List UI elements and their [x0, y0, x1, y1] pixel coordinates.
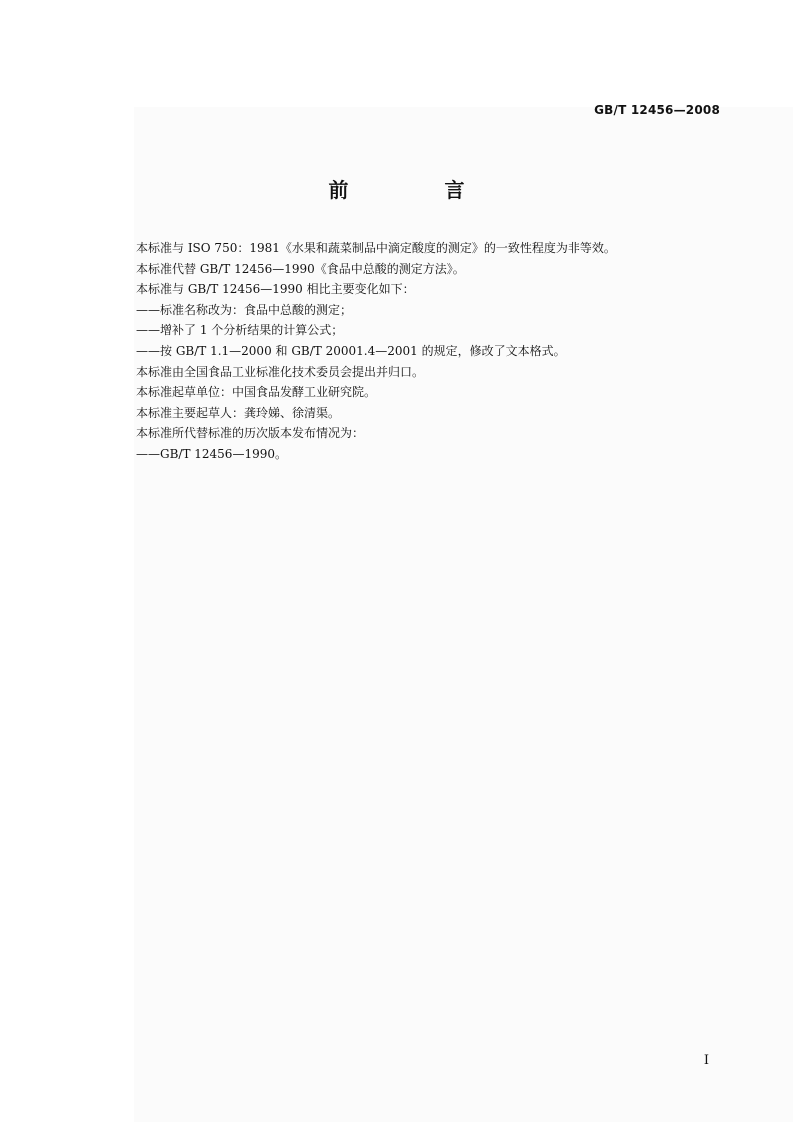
paragraph-proposer: 本标准由全国食品工业标准化技术委员会提出并归口。 — [136, 364, 425, 379]
page-number: I — [703, 1053, 709, 1068]
page-title: 前 言 — [328, 178, 503, 202]
history-item: ——GB/T 12456—1990。 — [136, 446, 287, 461]
change-item-format: ——按 GB/T 1.1—2000 和 GB/T 20001.4—2001 的规定，修改了文本格式。 — [136, 343, 566, 358]
paragraph-replaces: 本标准代替 GB/T 12456—1990《食品中总酸的测定方法》。 — [136, 261, 465, 276]
standard-code-header: GB/T 12456—2008 — [594, 103, 720, 117]
paragraph-version-history: 本标准所代替标准的历次版本发布情况为： — [136, 426, 365, 441]
paragraph-iso-equivalence: 本标准与 ISO 750：1981《水果和蔬菜制品中滴定酸度的测定》的一致性程度为非等效。 — [136, 241, 616, 255]
change-item-name: ——标准名称改为：食品中总酸的测定； — [136, 302, 353, 317]
foreword-body — [136, 238, 736, 465]
paragraph-drafters: 本标准主要起草人：龚玲娣、徐清渠。 — [136, 405, 341, 420]
paragraph-drafting-unit: 本标准起草单位：中国食品发酵工业研究院。 — [136, 385, 377, 400]
change-item-formula: ——增补了 1 个分析结果的计算公式； — [136, 323, 344, 338]
paragraph-changes-intro: 本标准与 GB/T 12456—1990 相比主要变化如下： — [136, 282, 415, 297]
